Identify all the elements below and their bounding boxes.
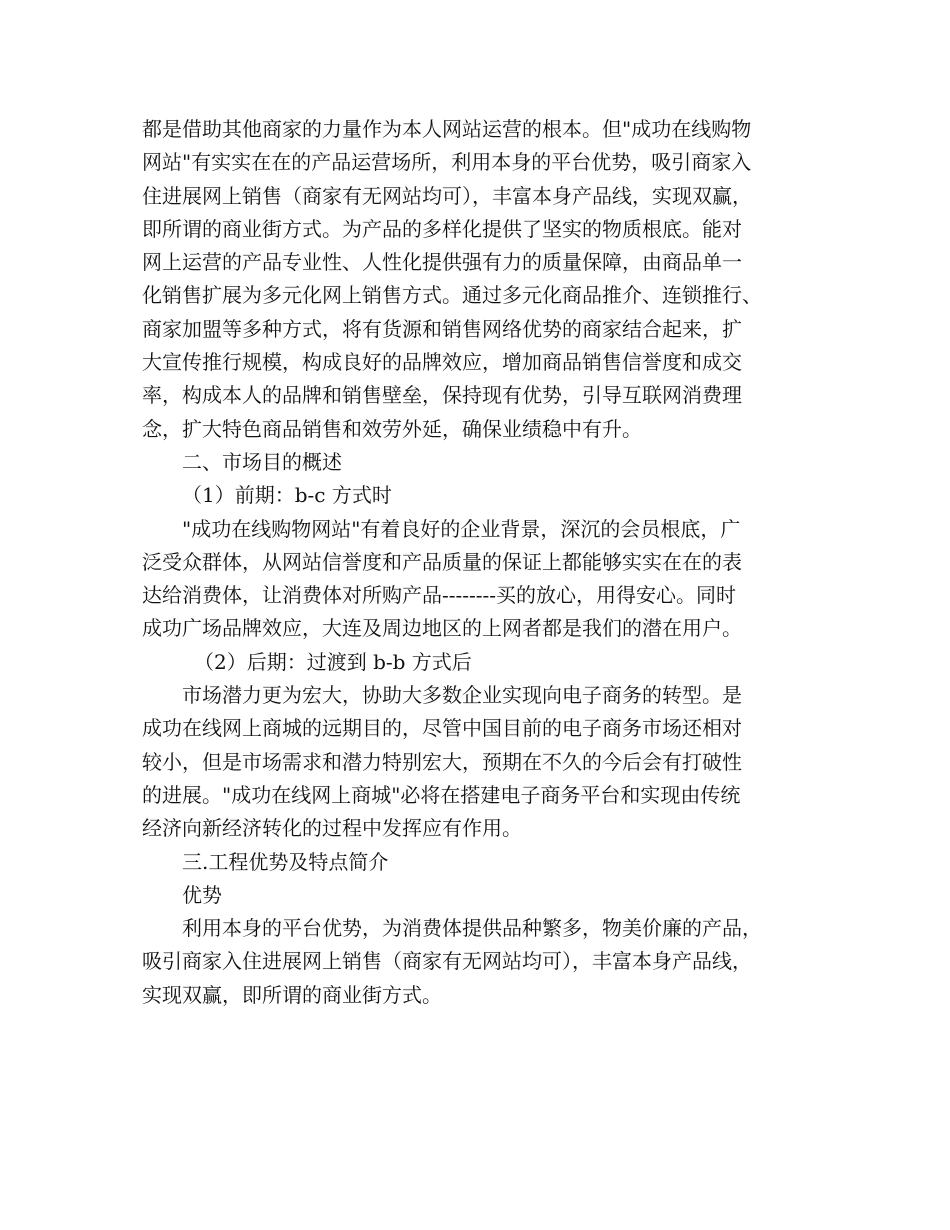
text-line: 达给消费体，让消费体对所购产品--------买的放心，用得安心。同时 (142, 583, 737, 608)
document-body (142, 113, 842, 1012)
text-line: 大宣传推行规模，构成良好的品牌效应，增加商品销售信誉度和成交 (142, 350, 742, 375)
text-line: 市场潜力更为宏大，协助大多数企业实现向电子商务的转型。是 (182, 683, 742, 708)
text-line: 网上运营的产品专业性、人性化提供强有力的质量保障，由商品单一 (142, 250, 742, 275)
text-line: 即所谓的商业街方式。为产品的多样化提供了坚实的物质根底。能对 (142, 216, 742, 241)
text-line: 利用本身的平台优势，为消费体提供品种繁多，物美价廉的产品， (182, 916, 762, 941)
text-line: 成功在线网上商城的远期目的，尽管中国目前的电子商务市场还相对 (142, 716, 742, 741)
text-line: 三.工程优势及特点简介 (182, 849, 389, 874)
text-line: 住进展网上销售（商家有无网站均可），丰富本身产品线，实现双赢， (142, 183, 752, 208)
text-line: 都是借助其他商家的力量作为本人网站运营的根本。但"成功在线购物 (142, 117, 752, 141)
text-line: 实现双赢，即所谓的商业街方式。 (142, 982, 442, 1007)
text-line: 优势 (182, 882, 222, 907)
text-line: 商家加盟等多种方式，将有货源和销售网络优势的商家结合起来，扩 (142, 316, 742, 341)
text-line: 念，扩大特色商品销售和效劳外延，确保业绩稳中有升。 (142, 416, 642, 441)
text-line: 吸引商家入住进展网上销售（商家有无网站均可），丰富本身产品线， (142, 949, 752, 974)
text-line: 网站"有实实在在的产品运营场所，利用本身的平台优势，吸引商家入 (142, 150, 752, 175)
text-line: 成功广场品牌效应，大连及周边地区的上网者都是我们的潜在用户。 (142, 616, 742, 641)
text-line: 二、市场目的概述 (182, 449, 342, 474)
text-line: 的进展。"成功在线网上商城"必将在搭建电子商务平台和实现由传统 (142, 782, 741, 807)
text-line: （2）后期：过渡到 b-b 方式后 (194, 649, 472, 674)
text-line: （1）前期：b-c 方式时 (182, 483, 392, 508)
text-line: 经济向新经济转化的过程中发挥应有作用。 (142, 816, 522, 841)
text-line: 化销售扩展为多元化网上销售方式。通过多元化商品推介、连锁推行、 (142, 283, 762, 308)
text-line: 泛受众群体，从网站信誉度和产品质量的保证上都能够实实在在的表 (142, 549, 742, 574)
text-line: "成功在线购物网站"有着良好的企业背景，深沉的会员根底，广 (182, 516, 741, 541)
text-line: 率，构成本人的品牌和销售壁垒，保持现有优势，引导互联网消费理 (142, 383, 742, 408)
text-line: 较小，但是市场需求和潜力特别宏大，预期在不久的今后会有打破性 (142, 749, 742, 774)
